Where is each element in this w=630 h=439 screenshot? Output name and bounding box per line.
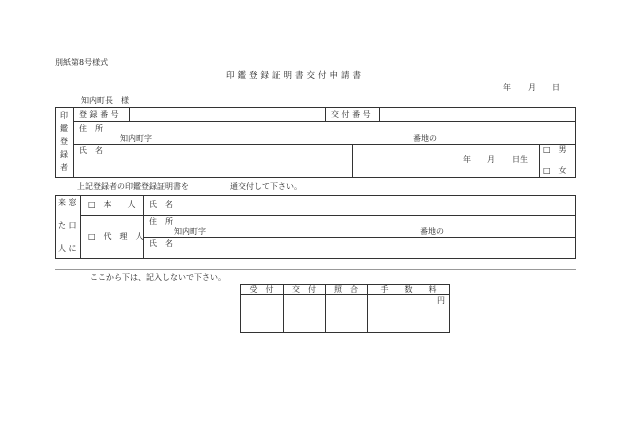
- office-header-check: 照 合: [334, 285, 358, 294]
- request-text-post: 通交付して下さい。: [230, 182, 302, 191]
- agent-name-label: 氏 名: [149, 239, 173, 248]
- office-header-issue: 交 付: [292, 285, 316, 294]
- fee-unit: 円: [437, 296, 445, 305]
- date-year: 年: [503, 83, 511, 92]
- divider: [352, 144, 353, 178]
- issue-number-label: 交 付 番 号: [331, 110, 371, 119]
- divider: [325, 107, 326, 121]
- form-ref: 別紙第8号様式: [55, 58, 109, 67]
- divider: [240, 294, 450, 295]
- request-text-pre: 上記登録者の印鑑登録証明書を: [77, 182, 189, 191]
- dob-month: 月: [487, 155, 495, 164]
- name-label: 氏 名: [79, 146, 103, 155]
- divider: [143, 237, 576, 238]
- reg-number-label: 登 録 番 号: [79, 110, 119, 119]
- divider: [379, 107, 380, 121]
- dob-day: 日生: [512, 155, 528, 164]
- office-note: ここから下は、記入しないで下さい。: [90, 273, 226, 282]
- address-label: 住 所: [79, 124, 103, 133]
- date-day: 日: [552, 83, 560, 92]
- divider: [129, 107, 130, 121]
- cut-line: [55, 269, 576, 270]
- office-header-receipt: 受 付: [249, 285, 274, 294]
- divider: [73, 121, 576, 122]
- agent-address-prefix: 知内町字: [174, 227, 206, 236]
- applicant-side-label-3: 人 に: [58, 244, 77, 253]
- divider: [539, 144, 540, 178]
- self-checkbox[interactable]: □ 本 人: [88, 200, 136, 209]
- registrant-side-label: 印 鑑 登 録 者: [60, 111, 68, 172]
- divider: [73, 144, 576, 145]
- page-title: 印鑑登録証明書交付申請書: [226, 71, 365, 81]
- agent-address-suffix: 番地の: [420, 227, 444, 236]
- dob-year: 年: [463, 155, 471, 164]
- sex-male-checkbox[interactable]: □ 男: [543, 145, 567, 154]
- applicant-side-label-2: た 口: [58, 221, 77, 230]
- self-name-label: 氏 名: [149, 200, 173, 209]
- agent-address-label: 住 所: [149, 217, 173, 226]
- divider: [80, 215, 576, 216]
- applicant-side-label-1: 来 窓: [58, 198, 77, 207]
- address-suffix: 番地の: [413, 134, 437, 143]
- addressee: 知内町長 様: [81, 96, 129, 105]
- address-prefix: 知内町字: [120, 134, 152, 143]
- divider: [73, 107, 74, 178]
- date-month: 月: [528, 83, 536, 92]
- agent-checkbox[interactable]: □ 代 理 人: [88, 232, 144, 241]
- divider: [80, 195, 81, 259]
- sex-female-checkbox[interactable]: □ 女: [543, 166, 567, 175]
- divider: [143, 195, 144, 259]
- office-header-fee: 手 数 料: [380, 285, 437, 294]
